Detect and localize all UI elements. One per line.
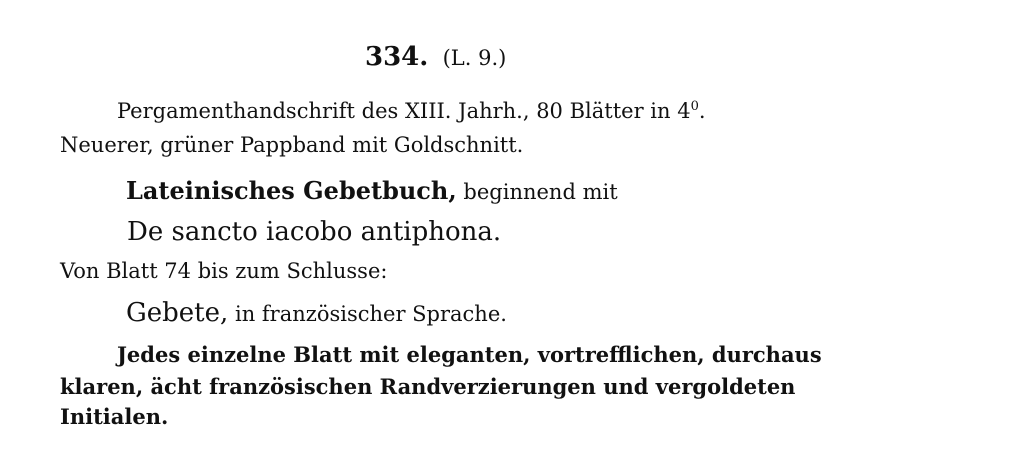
book-title-line <box>126 176 618 205</box>
section-intro-line: Von Blatt 74 bis zum Schlusse: <box>60 259 388 283</box>
notes-line-3: Initialen. <box>60 404 169 429</box>
binding-description-line: Neuerer, grüner Pappband mit Goldschnitt. <box>60 133 524 157</box>
format-superscript: 0 <box>690 99 699 114</box>
section-word: Gebete, <box>126 298 229 328</box>
notes-line-2: klaren, ächt französischen Randverzierungen und vergoldeten <box>60 374 796 399</box>
manuscript-description-line <box>117 100 706 122</box>
book-title: Lateinisches Gebetbuch, <box>126 176 457 205</box>
incipit-line: De sancto iacobo antiphona. <box>127 217 502 247</box>
manuscript-description-text: Pergamenthandschrift des XIII. Jahrh., 80 Blätter in 4 <box>117 99 691 123</box>
section-content-line <box>126 300 507 326</box>
entry-reference: (L. 9.) <box>442 46 507 70</box>
manuscript-description-end: . <box>698 99 706 123</box>
notes-line-1: Jedes einzelne Blatt mit eleganten, vortrefflichen, durchaus <box>117 342 822 367</box>
section-rest: in französischer Sprache. <box>234 302 507 326</box>
book-title-continuation: beginnend mit <box>463 180 618 204</box>
entry-number: 334. <box>365 42 429 72</box>
entry-heading <box>365 44 506 70</box>
